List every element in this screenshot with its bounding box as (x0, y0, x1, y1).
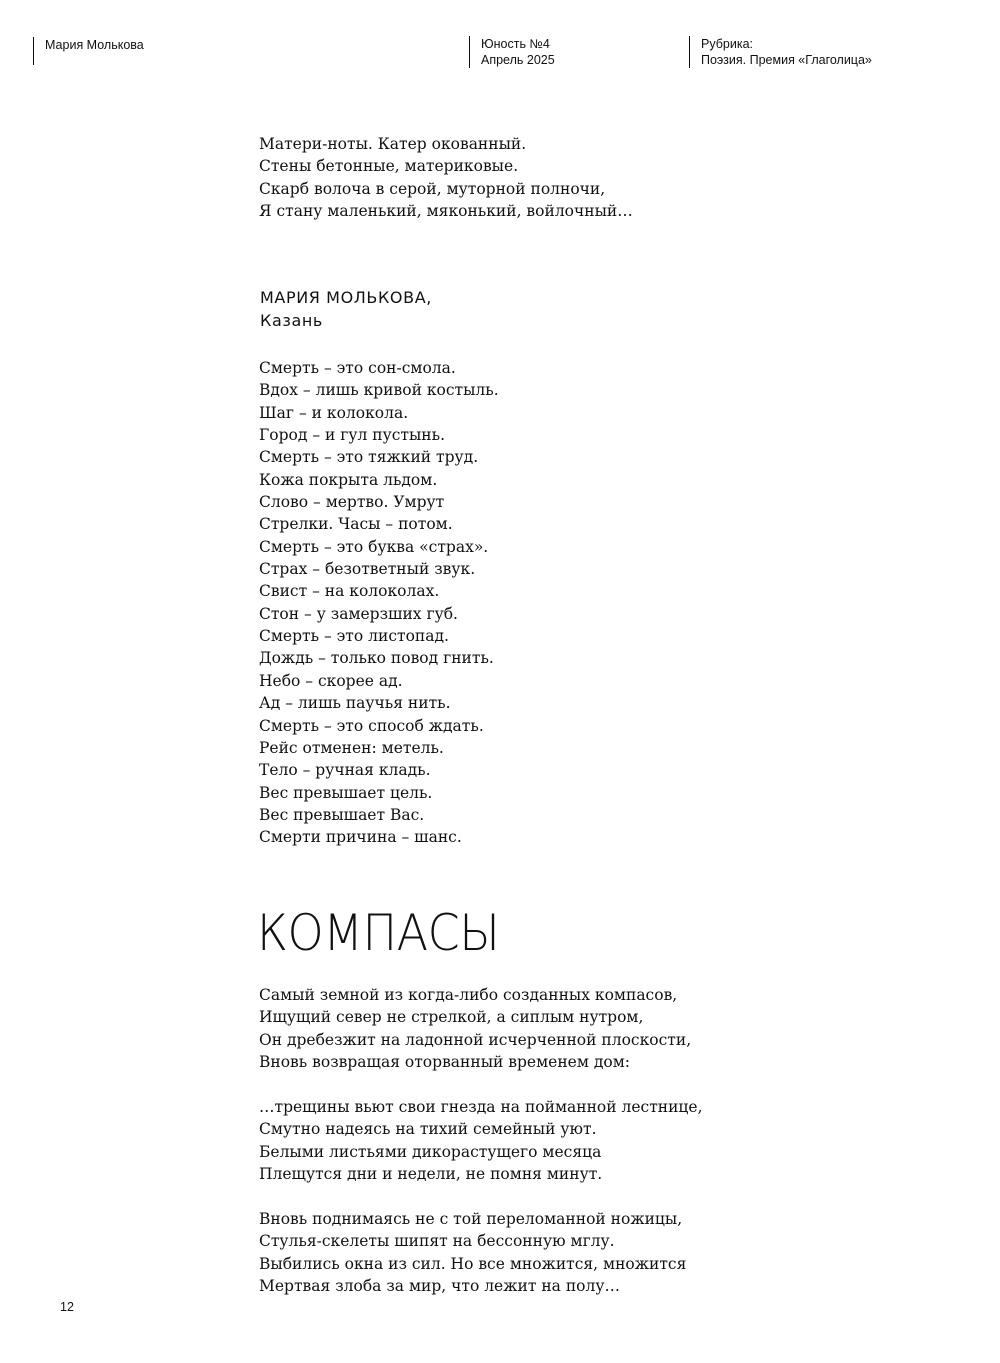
poem-line: Стон – у замерзших губ. (259, 604, 458, 623)
poem-line: Вновь поднимаясь не с той переломанной ножицы, (259, 1210, 683, 1228)
poem-line: Свист – на колоколах. (259, 582, 440, 601)
poem-death (259, 357, 499, 849)
poem-line: Ад – лишь паучья нить. (259, 694, 451, 713)
poem-line: Кожа покрыта льдом. (259, 470, 438, 489)
header-rubric-label: Рубрика: (701, 37, 753, 51)
poem-line: Выбились окна из сил. Но все множится, множится (259, 1254, 687, 1273)
poem-line: Стулья-скелеты шипят на бессонную мглу. (259, 1232, 615, 1251)
poem-line: Смерть – это буква «страх». (259, 537, 489, 556)
poem-line: Тело – ручная кладь. (259, 761, 431, 780)
poem-line: Страх – безответный звук. (259, 560, 476, 579)
poem-line: Город – и гул пустынь. (259, 426, 446, 445)
poem-line: Рейс отменен: метель. (259, 738, 444, 757)
header-rubric (689, 36, 872, 68)
poem-line: Самый земной из когда-либо созданных компасов, (259, 986, 678, 1004)
poem-line: Он дребезжит на ладонной исчерченной плоскости, (259, 1030, 692, 1049)
poem-line: …трещины вьют свои гнезда на пойманной лестнице, (259, 1098, 703, 1116)
header-author (33, 37, 144, 65)
poem-line: Небо – скорее ад. (259, 671, 403, 690)
poem-line: Вновь возвращая оторванный временем дом: (259, 1053, 630, 1072)
header-issue-number: Юность №4 (481, 37, 550, 51)
poem-title: КОМПАСЫ (257, 904, 500, 962)
poem-line: Шаг – и колокола. (259, 403, 409, 422)
header-issue-date: Апрель 2025 (481, 53, 555, 67)
poem-line: Матери-ноты. Катер окованный. (259, 135, 527, 153)
poem-line: Вдох – лишь кривой костыль. (259, 381, 499, 400)
compass-stanza-3 (259, 1208, 686, 1297)
poem-line: Белыми листьями дикорастущего месяца (259, 1142, 602, 1161)
poem-line: Мертвая злоба за мир, что лежит на полу… (259, 1277, 620, 1296)
poem-line: Стрелки. Часы – потом. (259, 515, 453, 534)
poem-line: Вес превышает цель. (259, 783, 433, 802)
poem-line: Смерти причина – шанс. (259, 828, 462, 847)
poem-line: Слово – мертво. Умрут (259, 493, 445, 512)
poem-line: Смерть – это способ ждать. (259, 716, 484, 735)
stanza-top (259, 133, 633, 222)
poem-line: Ищущий север не стрелкой, а сиплым нутром, (259, 1008, 644, 1027)
poem-line: Дождь – только повод гнить. (259, 649, 494, 668)
poem-line: Я стану маленький, мяконький, войлочный… (259, 202, 633, 221)
page-number: 12 (60, 1300, 74, 1314)
header-issue (469, 36, 555, 68)
poem-line: Стены бетонные, материковые. (259, 157, 519, 176)
compass-stanza-1 (259, 984, 691, 1073)
author-city: Казань (260, 311, 323, 330)
poem-line: Смерть – это листопад. (259, 627, 449, 646)
header-rubric-value: Поэзия. Премия «Глаголица» (701, 53, 872, 67)
author-block (260, 286, 432, 332)
author-name: МАРИЯ МОЛЬКОВА, (260, 288, 432, 307)
poem-line: Плещутся дни и недели, не помня минут. (259, 1165, 603, 1184)
header-author-name: Мария Молькова (45, 38, 144, 52)
poem-line: Скарб волоча в серой, муторной полночи, (259, 179, 606, 198)
poem-line: Смутно надеясь на тихий семейный уют. (259, 1120, 597, 1139)
poem-line: Смерть – это тяжкий труд. (259, 448, 479, 467)
poem-line: Смерть – это сон-смола. (259, 359, 456, 377)
poem-line: Вес превышает Вас. (259, 805, 425, 824)
compass-stanza-2 (259, 1096, 703, 1185)
